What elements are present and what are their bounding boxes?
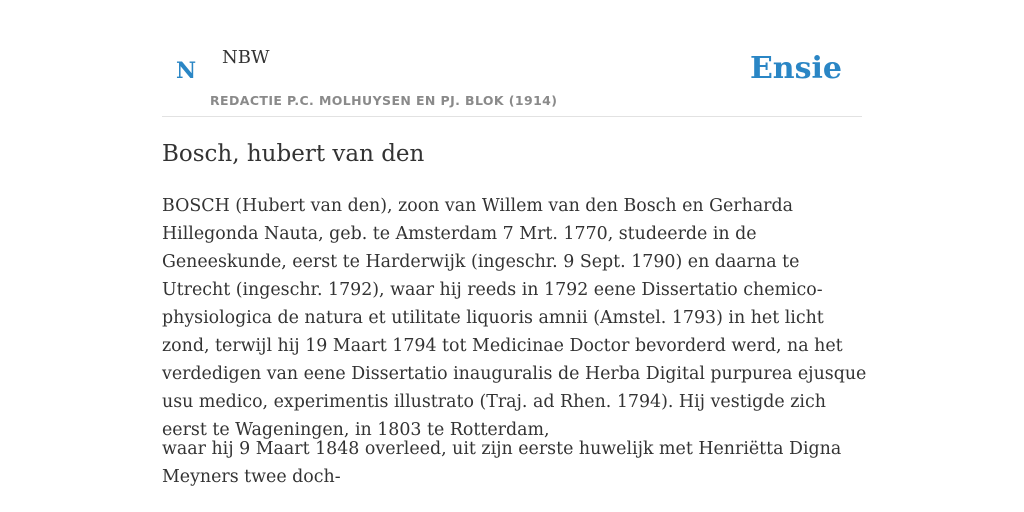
page-title: Bosch, hubert van den: [162, 141, 425, 167]
article-paragraph: BOSCH (Hubert van den), zoon van Willem van den Bosch en Gerharda Hillegonda Nauta, geb. te Amsterdam 7 Mrt. 1770, studeerde in de Geneeskunde, eerst te Harderwijk (ingeschr. 9 Sept. 1790) en daarna te Utrecht (ingeschr. 1792), waar hij reeds in 1792 eene Dissertatio chemico-physiologica de natura et utilitate liquoris amnii (Amstel. 1793) in het licht zond, terwijl hij 19 Maart 1794 tot Medicinae Doctor bevorderd werd, na het verdedigen van eene Dissertatio inauguralis de Herba Digital purpurea ejusque usu medico, experimentis illustrato (Traj. ad Rhen. 1794). Hij vestigde zich eerst te Wageningen, in 1803 te Rotterdam,: [162, 196, 867, 440]
source-subtitle: REDACTIE P.C. MOLHUYSEN EN PJ. BLOK (1914): [210, 93, 558, 108]
source-header: [162, 0, 862, 117]
source-name[interactable]: NBW: [222, 47, 270, 68]
source-logo-icon[interactable]: N: [176, 58, 197, 84]
brand-logo[interactable]: Ensie: [749, 51, 842, 86]
article-paragraph: waar hij 9 Maart 1848 overleed, uit zijn eerste huwelijk met Henriëtta Digna Meyners twee doch-: [162, 439, 842, 487]
